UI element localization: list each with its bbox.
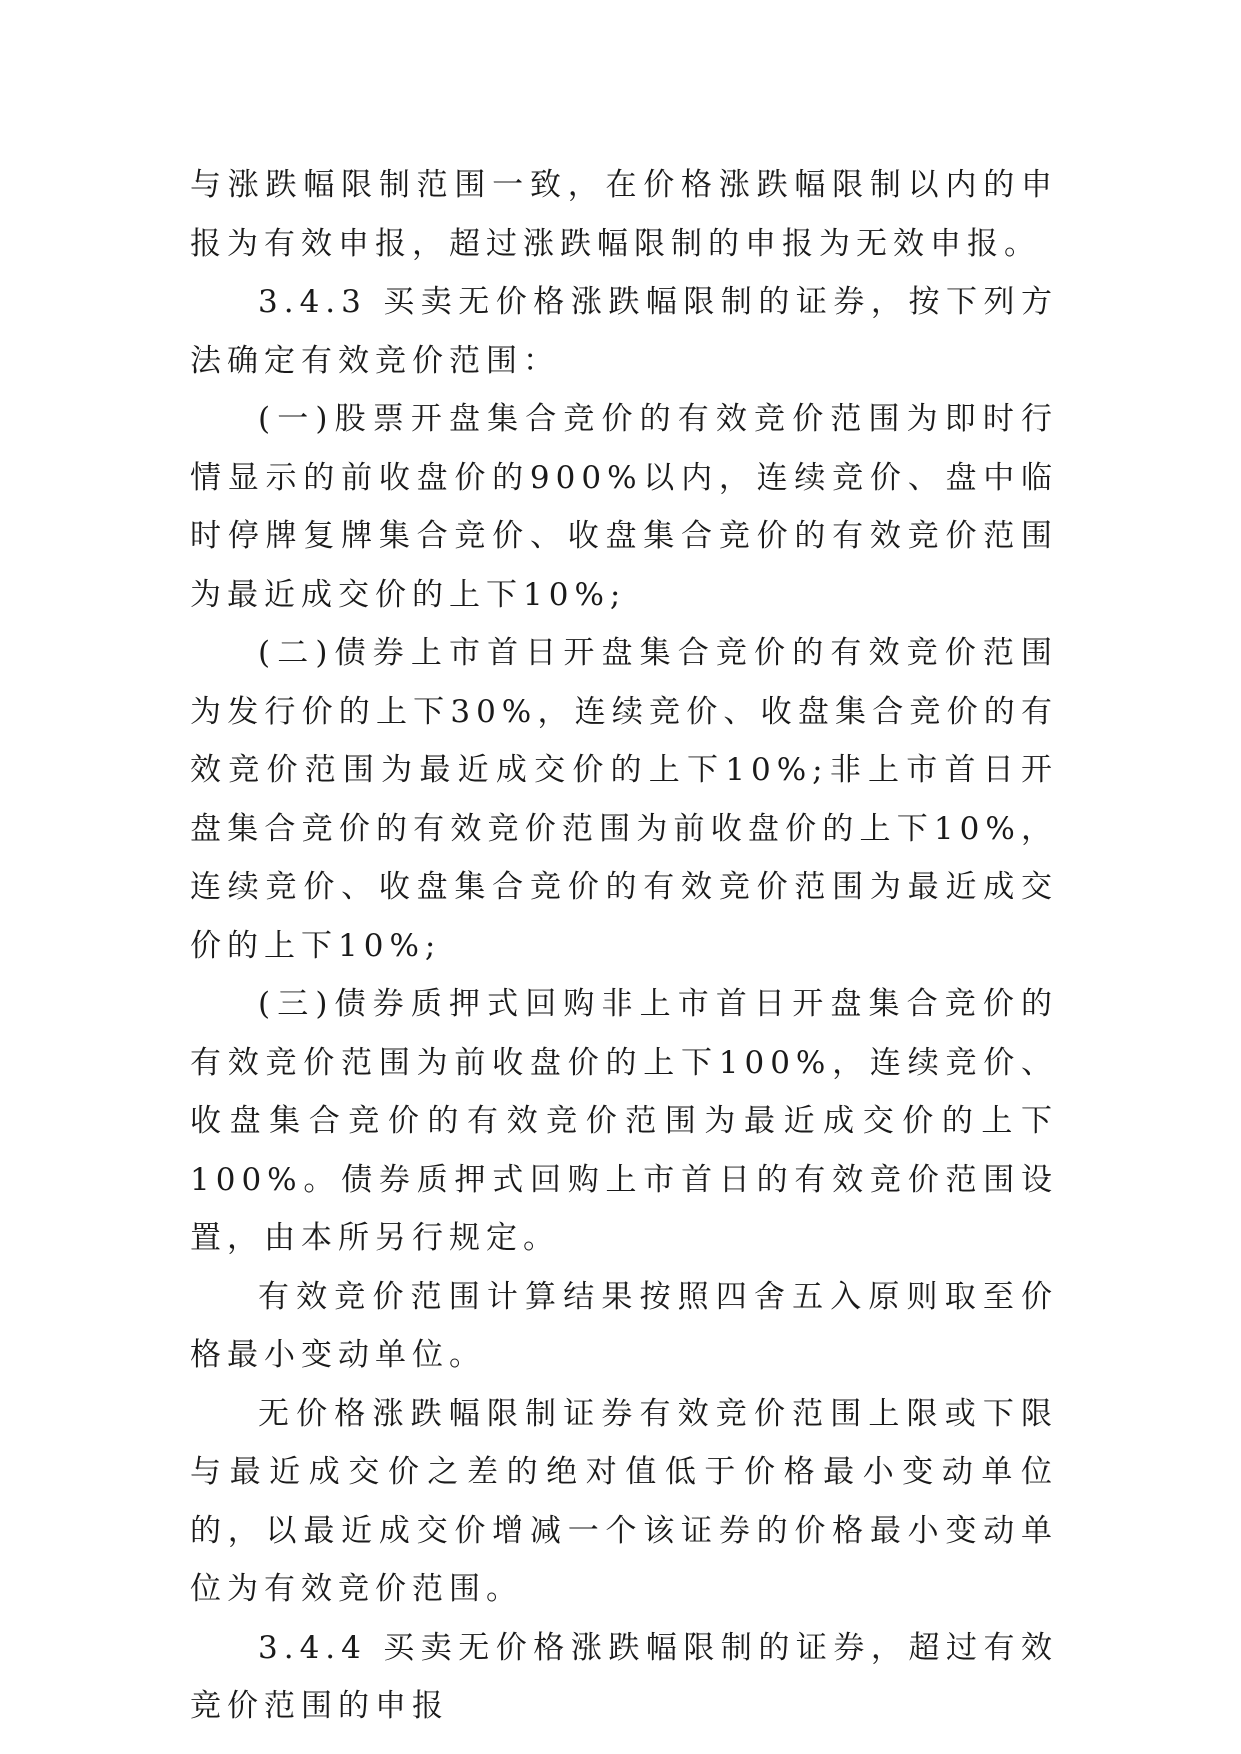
paragraph-item-1-stocks: (一)股票开盘集合竞价的有效竞价范围为即时行情显示的前收盘价的900%以内，连续竞价、盘中临时停牌复牌集合竞价、收盘集合竞价的有效竞价范围为最近成交价的上下10%; <box>190 401 1058 613</box>
paragraph-rounding-rule: 有效竞价范围计算结果按照四舍五入原则取至价格最小变动单位。 <box>190 1278 1058 1373</box>
paragraph-item-3-repo: (三)债券质押式回购非上市首日开盘集合竞价的有效竞价范围为前收盘价的上下100%，连续竞价、收盘集合竞价的有效竞价范围为最近成交价的上下100%。债券质押式回购上市首日的有效竞价范围设置，由本所另行规定。 <box>190 986 1058 1256</box>
paragraph-item-2-bonds: (二)债券上市首日开盘集合竞价的有效竞价范围为发行价的上下30%，连续竞价、收盘集合竞价的有效竞价范围为最近成交价的上下10%;非上市首日开盘集合竞价的有效竞价范围为前收盘价的上下10%，连续竞价、收盘集合竞价的有效竞价范围为最近成交价的上下10%; <box>190 635 1058 964</box>
paragraph-minimum-tick-rule: 无价格涨跌幅限制证券有效竞价范围上限或下限与最近成交价之差的绝对值低于价格最小变动单位的，以最近成交价增减一个该证券的价格最小变动单位为有效竞价范围。 <box>190 1395 1058 1607</box>
paragraph-continuation: 与涨跌幅限制范围一致，在价格涨跌幅限制以内的申报为有效申报，超过涨跌幅限制的申报为无效申报。 <box>190 167 1058 262</box>
paragraph-3-4-4: 3.4.4 买卖无价格涨跌幅限制的证券，超过有效竞价范围的申报 <box>190 1629 1058 1724</box>
document-body <box>190 156 1058 1736</box>
paragraph-3-4-3: 3.4.3 买卖无价格涨跌幅限制的证券，按下列方法确定有效竞价范围： <box>190 284 1058 379</box>
